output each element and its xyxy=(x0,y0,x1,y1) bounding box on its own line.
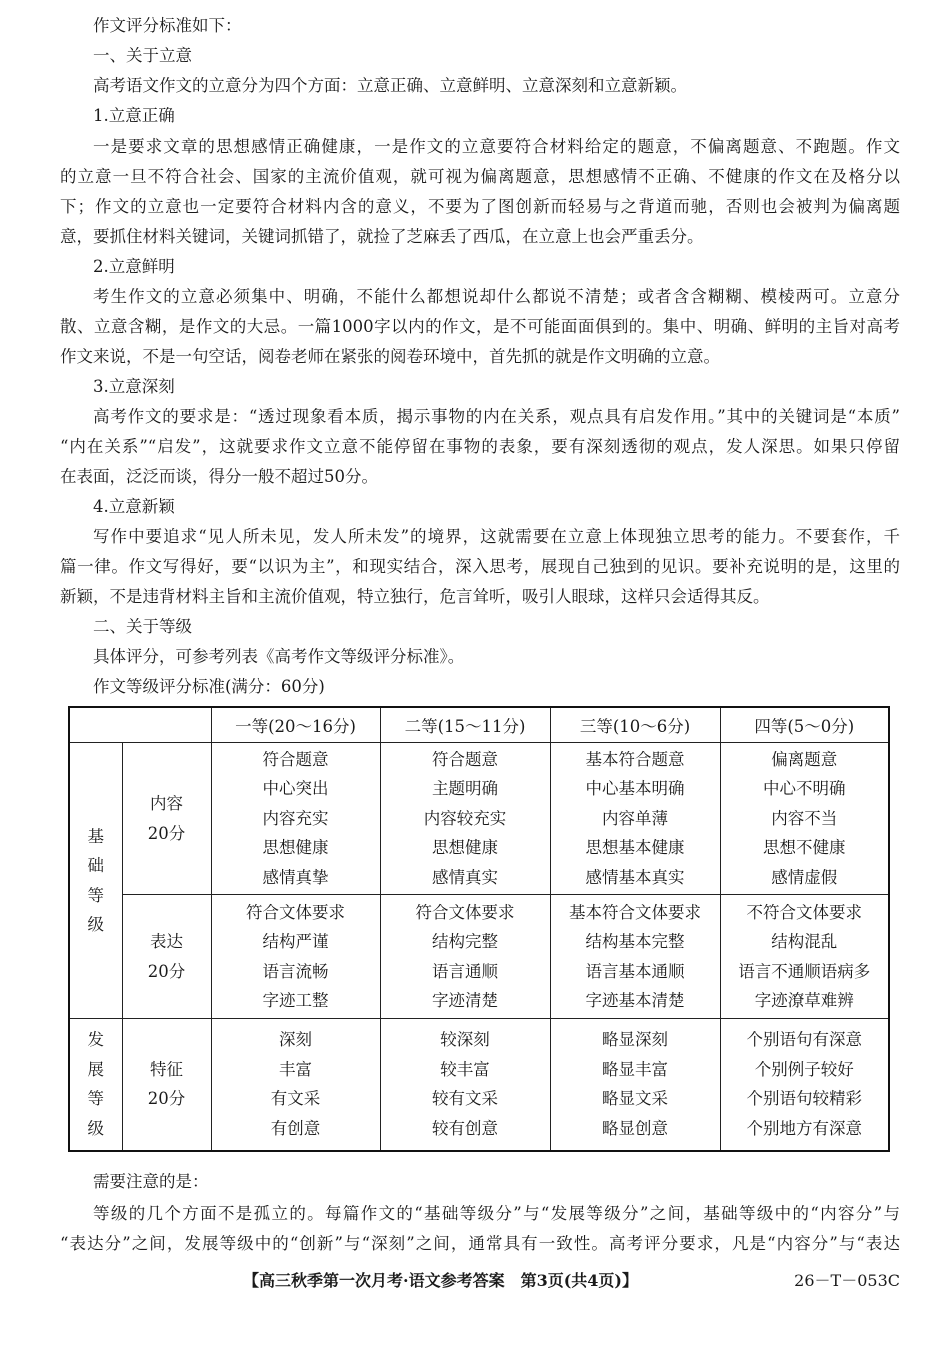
page-footer xyxy=(60,1268,900,1292)
table-cell-line: 结构严谨 xyxy=(262,932,329,951)
table-cell-line: 20分 xyxy=(147,961,186,981)
paragraph-line: 的立意一旦不符合社会、国家的主流价值观，就可视为偏离题意，思想感情不正确、不健康的作文在及格分以 xyxy=(60,167,900,186)
feature-cell xyxy=(380,1019,550,1151)
expression-row xyxy=(69,895,889,1019)
table-cell-line: 语言基本通顺 xyxy=(585,961,685,981)
content-label xyxy=(122,743,211,895)
table-cell-line: 字迹潦草难辨 xyxy=(754,991,854,1010)
paragraph-line: 高考语文作文的立意分为四个方面：立意正确、立意鲜明、立意深刻和立意新颖。 xyxy=(93,76,687,95)
expression-cell xyxy=(380,895,550,1019)
content-row xyxy=(69,743,889,895)
paragraph-line: 意，要抓住材料关键词，关键词抓错了，就捡了芝麻丢了西瓜，在立意上也会严重丢分。 xyxy=(60,227,704,246)
expression-cell xyxy=(720,895,889,1019)
header-grade-4: 四等(5～0分) xyxy=(720,707,889,743)
table-cell-line: 字迹清楚 xyxy=(432,991,498,1010)
feature-label xyxy=(122,1019,211,1151)
table-cell-line: 中心不明确 xyxy=(763,779,846,799)
subheading-4: 4.立意新颖 xyxy=(93,497,175,516)
paragraph-line: 等级的几个方面不是孤立的。每篇作文的“基础等级分”与“发展等级分”之间，基础等级中的“内容分”与 xyxy=(93,1204,900,1223)
subheading-1: 1.立意正确 xyxy=(93,106,175,125)
content-cell xyxy=(550,743,720,895)
basic-level-label xyxy=(69,743,122,1019)
table-cell-line: 语言流畅 xyxy=(262,961,329,981)
table-cell-line: 中心突出 xyxy=(262,779,329,799)
footer-code: 26－T－053C xyxy=(794,1271,900,1290)
table-cell-line: 等 xyxy=(87,885,104,905)
table-cell-line: 思想健康 xyxy=(432,838,498,858)
table-cell-line: 字迹工整 xyxy=(262,991,329,1010)
paragraph-line: “内在关系”“启发”，这就要求作文立意不能停留在事物的表象，要有深刻透彻的观点，发人深思。如果只停留 xyxy=(60,437,900,456)
table-cell-line: 内容充实 xyxy=(262,808,329,828)
table-cell-line: 思想不健康 xyxy=(763,838,846,858)
table-cell-line: 较有创意 xyxy=(432,1118,498,1138)
paragraph-line: 在表面，泛泛而谈，得分一般不超过50分。 xyxy=(60,467,378,486)
table-cell-line: 展 xyxy=(87,1059,104,1079)
table-cell-line: 感情基本真实 xyxy=(585,867,685,887)
table-cell-line: 级 xyxy=(87,1118,104,1138)
table-cell-line: 结构基本完整 xyxy=(585,932,685,951)
table-corner-cell xyxy=(69,707,211,743)
table-cell-line: 主题明确 xyxy=(432,779,498,799)
table-cell-line: 略显丰富 xyxy=(602,1059,668,1079)
table-cell-line: 有创意 xyxy=(270,1118,321,1138)
table-cell-line: 略显深刻 xyxy=(602,1030,668,1050)
table-cell-line: 符合文体要求 xyxy=(415,902,515,922)
table-cell-line: 符合题意 xyxy=(262,749,329,769)
paragraph-line: 篇一律。作文写得好，要“以识为主”，和现实结合，深入思考，展现自己独到的见识。要补充说明的是，这里的 xyxy=(60,557,900,576)
content-cell xyxy=(380,743,550,895)
table-cell-line: 内容不当 xyxy=(771,808,838,828)
paragraph-line: 一是要求文章的思想感情正确健康，一是作文的立意要符合材料给定的题意，不偏离题意、不跑题。作文 xyxy=(93,137,900,156)
table-cell-line: 个别语句有深意 xyxy=(746,1030,862,1050)
table-cell-line: 结构完整 xyxy=(432,932,498,951)
subheading-3: 3.立意深刻 xyxy=(93,377,175,396)
table-cell-line: 偏离题意 xyxy=(771,749,838,769)
table-cell-line: 20分 xyxy=(147,823,186,843)
table-cell-line: 20分 xyxy=(147,1089,186,1109)
intro-line: 作文评分标准如下： xyxy=(93,16,242,35)
paragraph-line: “表达分”之间，发展等级中的“创新”与“深刻”之间，通常具有一致性。高考评分要求，凡是“内容分”与“表达 xyxy=(60,1234,900,1253)
table-caption: 作文等级评分标准(满分：60分) xyxy=(93,677,325,696)
paragraph-line: 写作中要追求“见人所未见，发人所未发”的境界，这就需要在立意上体现独立思考的能力。不要套作，千 xyxy=(93,527,900,546)
feature-row xyxy=(69,1019,889,1151)
grading-table xyxy=(68,706,890,1152)
table-cell-line: 较有文采 xyxy=(432,1089,498,1109)
table-cell-line: 思想健康 xyxy=(262,838,329,858)
table-cell-line: 较深刻 xyxy=(440,1030,490,1050)
table-cell-line: 感情真挚 xyxy=(262,867,329,887)
table-cell-line: 内容 xyxy=(150,794,183,813)
table-cell-line: 感情虚假 xyxy=(771,867,838,887)
table-cell-line: 基 xyxy=(87,826,104,846)
header-grade-3: 三等(10～6分) xyxy=(550,707,720,743)
table-cell-line: 内容较充实 xyxy=(423,808,507,828)
feature-cell xyxy=(211,1019,380,1151)
expression-cell xyxy=(550,895,720,1019)
table-cell-line: 内容单薄 xyxy=(602,808,668,828)
section-heading-2: 二、关于等级 xyxy=(93,617,192,636)
table-cell-line: 字迹基本清楚 xyxy=(585,991,685,1010)
table-cell-line: 基本符合题意 xyxy=(585,749,685,769)
subheading-2: 2.立意鲜明 xyxy=(93,257,175,276)
table-cell-line: 符合文体要求 xyxy=(246,902,345,922)
table-header-row xyxy=(69,707,889,743)
table-cell-line: 个别例子较好 xyxy=(754,1059,854,1079)
paragraph-line: 考生作文的立意必须集中、明确，不能什么都想说却什么都说不清楚；或者含含糊糊、模棱两可。立意分 xyxy=(93,287,900,306)
section-heading-1: 一、关于立意 xyxy=(93,46,192,65)
paragraph-line: 下；作文的立意也一定要符合材料内含的意义，不要为了图创新而轻易与之背道而驰，否则也会被判为偏离题 xyxy=(60,197,900,216)
paragraph-line: 作文来说，不是一句空话，阅卷老师在紧张的阅卷环境中，首先抓的就是作文明确的立意。 xyxy=(60,347,720,366)
table-cell-line: 语言不通顺语病多 xyxy=(738,961,871,981)
paragraph-line: 新颖，不是违背材料主旨和主流价值观，特立独行，危言耸听，吸引人眼球，这样只会适得其反。 xyxy=(60,587,770,606)
table-cell-line: 有文采 xyxy=(270,1089,321,1109)
table-cell-line: 特征 xyxy=(150,1059,183,1079)
table-cell-line: 基本符合文体要求 xyxy=(569,902,701,922)
table-cell-line: 深刻 xyxy=(279,1030,312,1050)
expression-label xyxy=(122,895,211,1019)
table-cell-line: 个别语句较精彩 xyxy=(746,1089,862,1109)
content-cell xyxy=(211,743,380,895)
table-cell-line: 略显创意 xyxy=(602,1118,668,1138)
table-cell-line: 较丰富 xyxy=(440,1059,490,1079)
header-grade-1: 一等(20～16分) xyxy=(211,707,380,743)
header-grade-2: 二等(15～11分) xyxy=(380,707,550,743)
feature-cell xyxy=(550,1019,720,1151)
footer-title: 【高三秋季第一次月考·语文参考答案 第3页(共4页)】 xyxy=(243,1271,638,1290)
table-cell-line: 础 xyxy=(87,856,104,875)
note-heading: 需要注意的是： xyxy=(93,1172,209,1191)
table-cell-line: 结构混乱 xyxy=(771,932,838,951)
table-cell-line: 丰富 xyxy=(279,1059,312,1079)
paragraph-line: 高考作文的要求是：“透过现象看本质，揭示事物的内在关系，观点具有启发作用。”其中的关键词是“本质” xyxy=(93,407,900,426)
table-cell-line: 感情真实 xyxy=(432,867,498,887)
table-cell-line: 不符合文体要求 xyxy=(746,902,862,922)
content-cell xyxy=(720,743,889,895)
table-cell-line: 语言通顺 xyxy=(432,961,498,981)
table-cell-line: 级 xyxy=(87,915,104,934)
table-cell-line: 符合题意 xyxy=(432,749,498,769)
paragraph-line: 散、立意含糊，是作文的大忌。一篇1000字以内的作文，是不可能面面俱到的。集中、明确、鲜明的主旨对高考 xyxy=(60,317,900,336)
table-cell-line: 等 xyxy=(87,1089,104,1109)
table-cell-line: 个别地方有深意 xyxy=(746,1118,862,1138)
table-cell-line: 中心基本明确 xyxy=(585,779,685,799)
table-cell-line: 略显文采 xyxy=(602,1089,668,1109)
paragraph-line: 具体评分，可参考列表《高考作文等级评分标准》。 xyxy=(93,647,465,666)
development-level-label xyxy=(69,1019,122,1151)
expression-cell xyxy=(211,895,380,1019)
table-cell-line: 发 xyxy=(87,1030,104,1050)
table-cell-line: 思想基本健康 xyxy=(585,838,685,858)
table-cell-line: 表达 xyxy=(150,932,183,951)
feature-cell xyxy=(720,1019,889,1151)
